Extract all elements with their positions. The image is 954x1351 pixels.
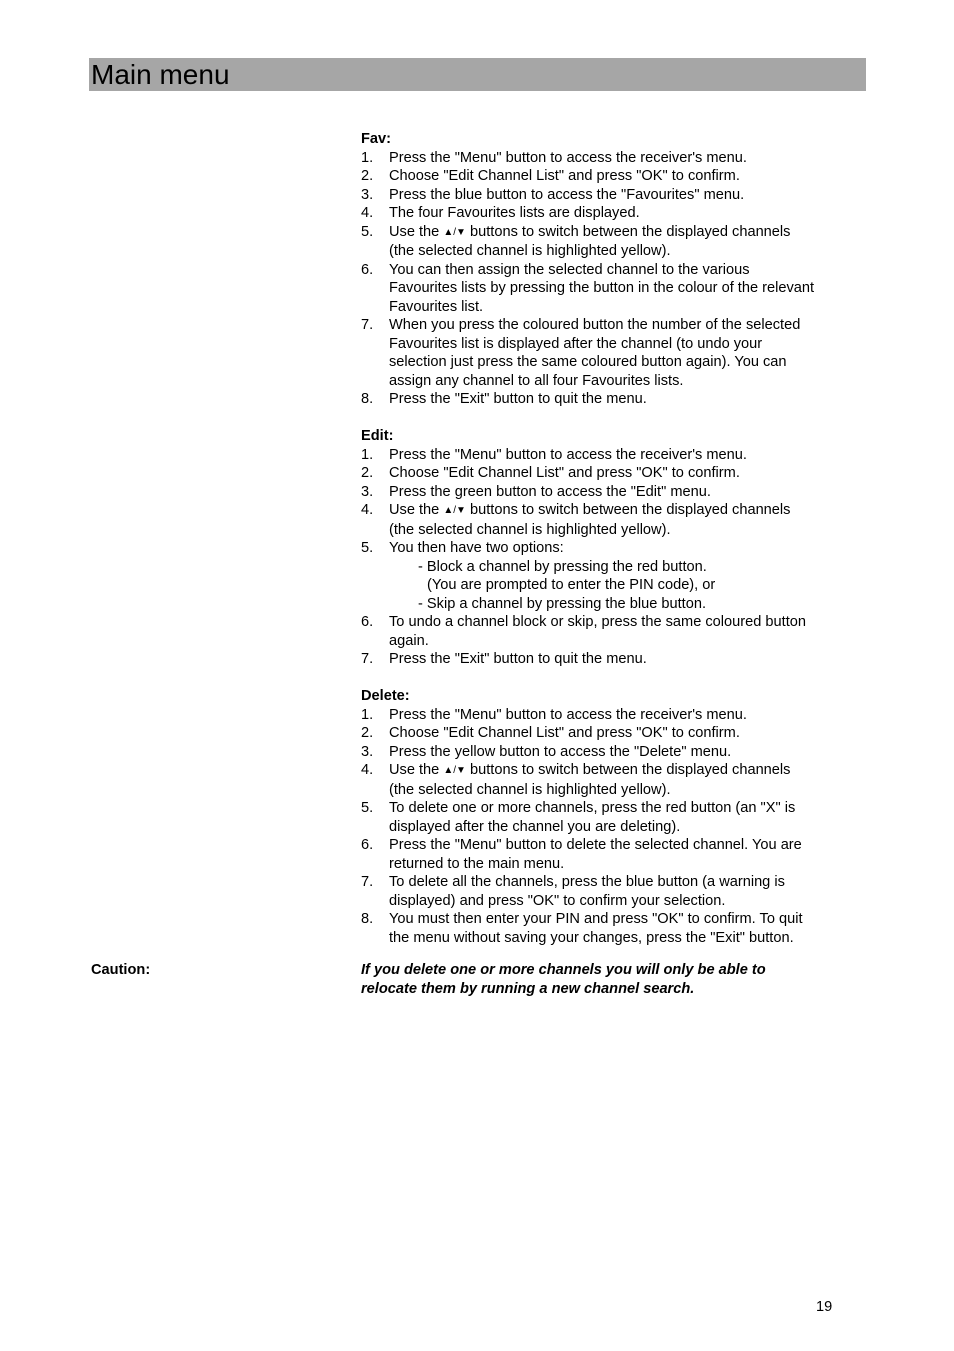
caution-text bbox=[361, 961, 841, 998]
step-number: 5. bbox=[361, 800, 374, 816]
step-line: When you press the coloured button the number of the selected bbox=[389, 317, 801, 333]
step-line: Choose "Edit Channel List" and press "OK" to confirm. bbox=[389, 725, 740, 741]
step-number: 4. bbox=[361, 205, 374, 221]
step-line: Favourites lists by pressing the button in the colour of the relevant bbox=[389, 280, 815, 296]
step-line: Press the "Menu" button to access the receiver's menu. bbox=[389, 149, 747, 166]
step-line: displayed after the channel you are deleting). bbox=[389, 818, 681, 835]
up-down-arrow-icon: ▲/▼ bbox=[443, 226, 466, 238]
title-bar bbox=[89, 58, 866, 91]
step-number: 3. bbox=[361, 483, 374, 500]
step-number: 4. bbox=[361, 762, 374, 778]
list-item bbox=[361, 910, 861, 947]
step-text bbox=[389, 390, 861, 409]
option-line: - Block a channel by pressing the red button. bbox=[418, 558, 707, 575]
list-item bbox=[361, 650, 861, 669]
step-line: Press the "Exit" button to quit the menu. bbox=[389, 391, 647, 407]
step-line: Favourites list. bbox=[389, 298, 484, 315]
step-line: You must then enter your PIN and press "OK" to confirm. To quit bbox=[389, 911, 803, 927]
list-item bbox=[361, 539, 861, 558]
step-line: selection just press the same coloured button again). You can bbox=[389, 354, 787, 370]
step-line: Press the "Menu" button to access the receiver's menu. bbox=[389, 446, 747, 463]
list-item bbox=[361, 761, 861, 799]
page-title: Main menu bbox=[91, 59, 230, 90]
step-line: Press the "Menu" button to access the receiver's menu. bbox=[389, 706, 747, 723]
step-line: Press the "Menu" button to delete the selected channel. You are bbox=[389, 837, 802, 853]
list-item bbox=[361, 186, 861, 205]
step-line: (the selected channel is highlighted yellow). bbox=[389, 521, 671, 538]
delete-heading: Delete: bbox=[361, 688, 410, 704]
caution-label: Caution: bbox=[91, 962, 151, 978]
step-text bbox=[389, 724, 861, 743]
step-line: The four Favourites lists are displayed. bbox=[389, 205, 640, 221]
list-item bbox=[361, 483, 861, 502]
step-text bbox=[389, 761, 861, 799]
list-item bbox=[361, 613, 861, 650]
list-item bbox=[361, 799, 861, 836]
step-number: 1. bbox=[361, 706, 374, 723]
step-text bbox=[389, 204, 861, 223]
fav-steps bbox=[361, 149, 861, 409]
step-text bbox=[389, 743, 861, 762]
option-line: - Skip a channel by pressing the blue button. bbox=[418, 595, 707, 612]
step-text bbox=[389, 706, 861, 725]
list-item bbox=[361, 501, 861, 539]
step-line: To undo a channel block or skip, press the same coloured button bbox=[389, 614, 806, 630]
step-text-post: buttons to switch between the displayed channels bbox=[470, 223, 791, 240]
step-number: 6. bbox=[361, 837, 374, 853]
list-item bbox=[361, 316, 861, 390]
step-text bbox=[389, 186, 861, 205]
list-item bbox=[361, 446, 861, 465]
step-number: 2. bbox=[361, 465, 374, 481]
step-text bbox=[389, 223, 861, 261]
list-item bbox=[361, 743, 861, 762]
list-item bbox=[361, 149, 861, 168]
delete-section bbox=[361, 687, 861, 947]
step-number: 2. bbox=[361, 725, 374, 741]
step-line: Press the green button to access the "Edit" menu. bbox=[389, 483, 711, 500]
step-number: 7. bbox=[361, 317, 374, 333]
step-line: (the selected channel is highlighted yellow). bbox=[389, 243, 671, 259]
step-text bbox=[389, 446, 861, 465]
step-text bbox=[389, 464, 861, 483]
step-line: displayed) and press "OK" to confirm your selection. bbox=[389, 892, 726, 909]
list-item bbox=[361, 464, 861, 483]
fav-heading: Fav: bbox=[361, 131, 392, 147]
fav-section bbox=[361, 130, 861, 409]
list-item bbox=[361, 167, 861, 186]
up-down-arrow-icon: ▲/▼ bbox=[443, 505, 466, 516]
list-item bbox=[361, 724, 861, 743]
step-number: 2. bbox=[361, 168, 374, 184]
step-line bbox=[389, 501, 861, 521]
delete-steps bbox=[361, 706, 861, 948]
step-text bbox=[389, 483, 861, 502]
list-item bbox=[361, 706, 861, 725]
step-number: 3. bbox=[361, 186, 374, 203]
edit-section bbox=[361, 427, 861, 669]
step-line: (the selected channel is highlighted yellow). bbox=[389, 781, 671, 798]
step-text bbox=[389, 873, 861, 910]
caution-line: relocate them by running a new channel search. bbox=[361, 980, 695, 997]
step-line: Choose "Edit Channel List" and press "OK" to confirm. bbox=[389, 465, 740, 481]
step-number: 7. bbox=[361, 874, 374, 890]
step-text bbox=[389, 650, 861, 669]
step-text bbox=[389, 910, 861, 947]
step-number: 6. bbox=[361, 614, 374, 630]
step-text-post: buttons to switch between the displayed channels bbox=[470, 762, 791, 778]
step-number: 8. bbox=[361, 391, 374, 407]
step-number: 4. bbox=[361, 502, 374, 518]
step-text bbox=[389, 539, 861, 558]
step-number: 1. bbox=[361, 446, 374, 463]
step-text bbox=[389, 167, 861, 186]
step-number: 1. bbox=[361, 149, 374, 166]
step-text-pre: Use the bbox=[389, 223, 440, 240]
step-text-pre: Use the bbox=[389, 502, 440, 518]
step-line: Favourites list is displayed after the channel (to undo your bbox=[389, 335, 763, 352]
step-line: Press the yellow button to access the "Delete" menu. bbox=[389, 743, 732, 760]
step-line: Press the blue button to access the "Favourites" menu. bbox=[389, 186, 745, 203]
caution-line: If you delete one or more channels you will only be able to bbox=[361, 962, 766, 978]
list-item bbox=[361, 223, 861, 261]
step-number: 6. bbox=[361, 261, 374, 278]
step-line: Press the "Exit" button to quit the menu. bbox=[389, 651, 647, 667]
step-line: You can then assign the selected channel to the various bbox=[389, 261, 750, 278]
step-number: 8. bbox=[361, 911, 374, 927]
step-line: Choose "Edit Channel List" and press "OK" to confirm. bbox=[389, 168, 740, 184]
step-text bbox=[389, 316, 861, 390]
step-number: 5. bbox=[361, 223, 374, 240]
list-item bbox=[361, 836, 861, 873]
up-down-arrow-icon: ▲/▼ bbox=[443, 765, 466, 776]
step-text bbox=[389, 799, 861, 836]
step-text bbox=[389, 149, 861, 168]
edit-heading: Edit: bbox=[361, 428, 394, 444]
edit-steps bbox=[361, 446, 861, 669]
step-line: the menu without saving your changes, press the "Exit" button. bbox=[389, 929, 794, 946]
step-line: You then have two options: bbox=[389, 540, 564, 556]
list-item bbox=[361, 261, 861, 317]
step-number: 7. bbox=[361, 651, 374, 667]
option-line: (You are prompted to enter the PIN code), or bbox=[427, 577, 716, 593]
step-text-post: buttons to switch between the displayed channels bbox=[470, 502, 791, 518]
list-item bbox=[361, 390, 861, 409]
step-text bbox=[389, 501, 861, 539]
step-line: To delete one or more channels, press the red button (an "X" is bbox=[389, 800, 796, 816]
step-text bbox=[389, 613, 861, 650]
step-line: assign any channel to all four Favourites lists. bbox=[389, 372, 684, 389]
list-item bbox=[361, 873, 861, 910]
step-line: returned to the main menu. bbox=[389, 855, 565, 872]
step-line: again. bbox=[389, 632, 429, 649]
step-text bbox=[389, 261, 861, 317]
step-line bbox=[389, 223, 861, 243]
page-number: 19 bbox=[816, 1299, 833, 1315]
step-text-pre: Use the bbox=[389, 762, 440, 778]
step-number: 3. bbox=[361, 743, 374, 760]
main-content bbox=[361, 130, 861, 966]
step-number: 5. bbox=[361, 540, 374, 556]
list-item bbox=[361, 204, 861, 223]
step-line bbox=[389, 761, 861, 781]
step-text bbox=[389, 836, 861, 873]
step-line: To delete all the channels, press the blue button (a warning is bbox=[389, 874, 785, 890]
